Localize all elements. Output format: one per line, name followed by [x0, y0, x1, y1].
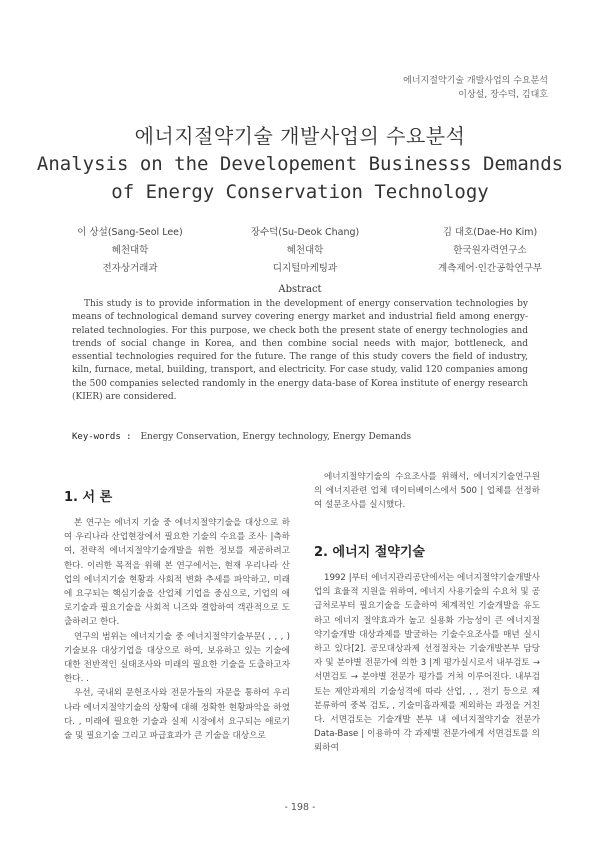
- page-number: - 198 -: [284, 802, 316, 813]
- section-1-heading: 1. 서 론: [64, 490, 113, 505]
- author-department: 디지털마케팅과: [272, 263, 338, 274]
- section-1-body: [64, 516, 290, 743]
- running-header: [403, 74, 548, 102]
- right-column-intro: 에너지절약기술의 수요조사를 위해서, 에너지기술연구원의 에너지관련 업체 데이터베이스에서 500 | 업체를 선정하여 설문조사를 실시했다.: [314, 472, 540, 511]
- title-english-line1: Analysis on the Developement Businesss Demands: [36, 153, 564, 175]
- author-affiliation: 한국원자력연구소: [453, 245, 527, 256]
- title-korean: 에너지절약기술 개발사업의 수요분석: [134, 124, 466, 148]
- title-english: [0, 150, 600, 206]
- keywords-label: Key-words :: [72, 432, 132, 442]
- author-1: [40, 224, 220, 278]
- author-name: 장수덕(Su-Deok Chang): [250, 227, 360, 238]
- author-department: 계측제어·인간공학연구부: [438, 263, 542, 274]
- abstract-body: This study is to provide information in the development of energy conservation technologies by means of technological demand survey covering energy market and industrial field among energy-related technologies. For this purpose, we check both the present state of energy technologies and trends of social change in Korea, and then combine social needs with major, bottleneck, and essential technologies required for the future. The range of this study covers the field of industry, kiln, furnace, metal, building, transport, and electricity. For case study, valid 120 companies among the 500 companies selected randomly in the energy data-base of Korea institute of energy research (KIER) are considered.: [72, 299, 528, 403]
- abstract-heading: Abstract: [278, 284, 322, 295]
- paragraph: 우선, 국내외 문헌조사와 전문가들의 자문을 통하여 우리나라 에너지절약기술의 상황에 대해 정확한 현황파악을 하였다. , 미래에 필요한 기술과 실제 시장에서 요구되는 애로기술 및 필요기술 그리고 파급효과가 큰 기술을 대상으로: [64, 688, 290, 742]
- running-authors: 이상설, 장수덕, 김대호: [458, 90, 548, 100]
- paragraph: 1992 |부터 에너지관리공단에서는 에너지절약기술개발사업의 효율적 지원을 위하여, 에너지 사용기술의 수요처 및 공급처로부터 필요기술을 도출하여 체계적인 기술개발을 유도하고 에너지 절약효과가 높고 실용화 가능성이 큰 에너지절약기술개발 대상과제를 발굴하는 기술수요조사를 매년 실시하고 있다[2]. 공모대상과제 선정절차는 기술개발본부 담당자 및 분야별 전문가에 의한 3 |계 평가실시로서 내부검토 → 서면검토 → 분야별 전문가 평가를 거쳐 이루어진다. 내부검토는 제안과제의 기술성격에 따라 산업, , , 전기 등으로 제 분류하여 중복 검토, , 기술미흡과제를 제외하는 과정을 거친다. 서면검토는 기술개발 본부 내 에너지절약기술 전문가 Data-Base | 이용하여 각 과제별 전문가에게 서면검토를 의뢰하여: [314, 573, 540, 754]
- author-3: [400, 224, 580, 278]
- author-affiliation: 혜천대학: [286, 245, 324, 256]
- section-2-heading: 2. 에너지 절약기술: [314, 545, 425, 560]
- paragraph: 본 연구는 에너지 기술 중 에너지절약기술을 대상으로 하여 우리나라 산업현장에서 필요한 기술의 수요를 조사· |측하여, 전략적 에너지절약기술개발을 위한 정보를 제공하려고 한다. 이러한 목적을 위해 본 연구에서는, 현재 우리나라 산업의 에너지기술 현황과 사회적 변화 추세를 파악하고, 미래에 요구되는 핵심기술을 산업체 기업을 중심으로, 기업의 애로기술과 필요기술을 사회적 니즈와 결합하여 객관적으로 도출하려고 한다.: [64, 518, 290, 628]
- section-2-body: [314, 571, 540, 756]
- keywords-value: Energy Conservation, Energy technology, Energy Demands: [140, 432, 412, 442]
- author-affiliation: 혜천대학: [111, 245, 149, 256]
- author-department: 전자상거래과: [102, 263, 158, 274]
- paragraph: 연구의 범위는 에너지기술 중 에너지절약기술부문( , , , ) 기술보유 대상기업을 대상으로 하여, 보유하고 있는 기술에 대한 전반적인 실태조사와 미래의 필요한 기술을 도출하고자 한다. .: [64, 631, 290, 685]
- title-english-line2: of Energy Conservation Technology: [111, 181, 489, 203]
- running-title: 에너지절약기술 개발사업의 수요분석: [403, 76, 548, 86]
- author-name: 김 대호(Dae-Ho Kim): [442, 227, 538, 238]
- author-2: [215, 224, 395, 278]
- keywords: [72, 432, 528, 442]
- author-name: 이 상설(Sang-Seol Lee): [77, 227, 183, 238]
